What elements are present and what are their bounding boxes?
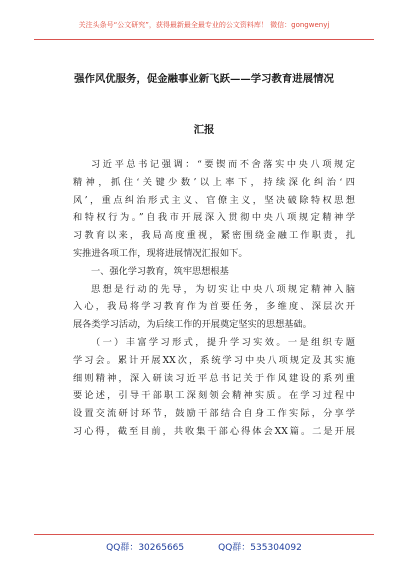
body-line: 展各类学习活动，为后续工作的开展奠定坚实的思想基础。 [73,319,312,331]
page-header: 关注头条号“公文研究”，获得最新最全最专业的公文资料库！ 微信：gongwenyj [78,21,330,29]
body-line: 思想是行动的先导，为切实让中央八项规定精神入脑 [91,283,355,295]
footer-qq-group-1: QQ群：30265665 [106,543,185,553]
footer-qq-group-2: QQ群：535304092 [218,543,302,553]
document-body [73,156,355,441]
body-line: 要论述，引导干部职工深刻领会精神实质。在学习过程中 [73,390,355,402]
body-line: 风’，重点纠治形式主义、官僚主义，坚决破除特权思想 [73,194,355,206]
document-title: 强作风优服务，促金融事业新飞跃——学习教育进展情况 [74,73,334,85]
body-line: 习教育以来，我局高度重视，紧密围绕金融工作职责，扎 [73,230,355,242]
body-line: 和特权行为。”自我市开展深入贯彻中央八项规定精神学 [73,212,355,224]
document-subtitle: 汇报 [193,124,215,136]
body-line: 设置交流研讨环节，鼓励干部结合自身工作实际，分享学 [73,408,355,420]
body-line: 入心，我局将学习教育作为首要任务，多维度、深层次开 [73,301,355,313]
body-line: 实推进各项工作，现将进展情况汇报如下。 [73,247,248,259]
body-line: 习心得，截至目前，共收集干部心得体会XX篇。二是开展 [73,425,355,437]
body-line: 精神，抓住‘关键少数’以上率下，持续深化纠治‘四 [73,176,355,188]
header-divider [34,39,374,40]
page-footer [0,540,408,553]
footer-divider [34,534,374,535]
body-line: 习近平总书记强调：“要锲而不舍落实中央八项规定 [91,159,355,170]
body-line: （一）丰富学习形式，提升学习实效。一是组织专题 [91,336,355,348]
body-line: 一、强化学习教育，筑牢思想根基 [91,265,229,277]
body-line: 细则精神，深入研读习近平总书记关于作风建设的系列重 [73,372,355,384]
body-line: 学习会。累计开展XX次，系统学习中央八项规定及其实施 [73,354,355,366]
